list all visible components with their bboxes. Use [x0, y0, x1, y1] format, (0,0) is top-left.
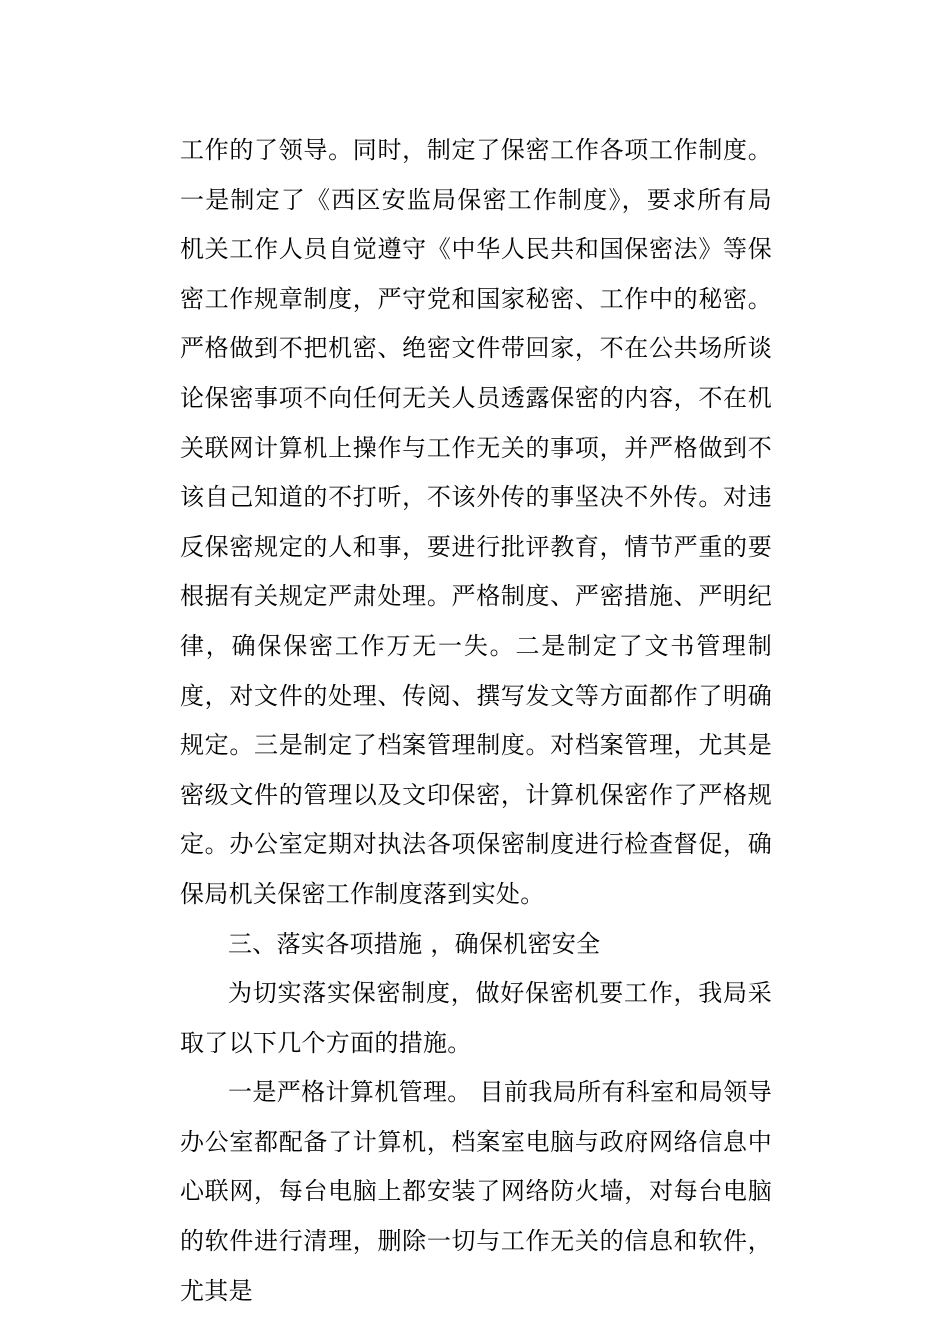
section-heading-measures: 三、落实各项措施 ，确保机密安全 — [228, 929, 601, 958]
paragraph-measures-intro: 为切实落实保密制度，做好保密机要工作，我局采取了以下几个方面的措施。 — [180, 979, 772, 1057]
paragraph-computer-management: 一是严格计算机管理。 目前我局所有科室和局领导办公室都配备了计算机，档案室电脑与政府网络信息中心联网，每台电脑上都安装了网络防火墙，对每台电脑的软件进行清理，删除一切与工作无关的信息和软件，尤其是 — [180, 1078, 772, 1305]
document-body — [180, 126, 772, 1316]
paragraph-confidentiality-rules: 工作的了领导。同时，制定了保密工作各项工作制度。一是制定了《西区安监局保密工作制度》，要求所有局机关工作人员自觉遵守《中华人民共和国保密法》等保密工作规章制度，严守党和国家秘密、工作中的秘密。严格做到不把机密、绝密文件带回家，不在公共场所谈论保密事项不向任何无关人员透露保密的内容，不在机关联网计算机上操作与工作无关的事项，并严格做到不该自己知道的不打听，不该外传的事坚决不外传。对违反保密规定的人和事，要进行批评教育，情节严重的要根据有关规定严肃处理。严格制度、严密措施、严明纪律，确保保密工作万无一失。二是制定了文书管理制度，对文件的处理、传阅、撰写发文等方面都作了明确规定。三是制定了档案管理制度。对档案管理，尤其是密级文件的管理以及文印保密，计算机保密作了严格规定。办公室定期对执法各项保密制度进行检查督促，确保局机关保密工作制度落到实处。 — [180, 136, 772, 908]
